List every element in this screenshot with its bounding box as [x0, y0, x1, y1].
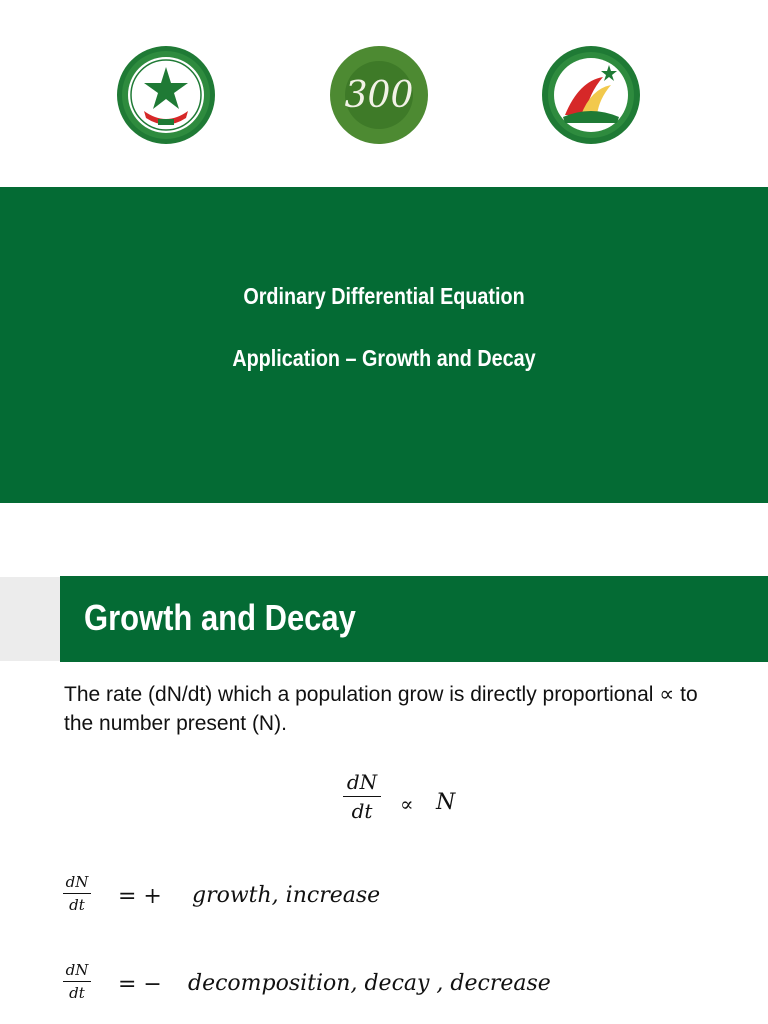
equation-rhs: N — [436, 790, 456, 815]
body-paragraph: The rate (dN/dt) which a population grow is directly proportional ∝ to the number present (N). — [64, 683, 698, 735]
rate-fraction — [343, 770, 381, 823]
fraction-denominator: dt — [69, 896, 85, 914]
decay-meaning: decomposition, decay , decrease — [188, 971, 551, 996]
slide-subtitle: Application – Growth and Decay — [232, 345, 536, 371]
college-seal-icon — [541, 45, 641, 145]
growth-fraction — [63, 873, 91, 914]
decay-sign: = − — [118, 972, 162, 997]
decay-fraction — [63, 961, 91, 1002]
proportional-symbol: ∝ — [400, 792, 414, 816]
slide-title: Ordinary Differential Equation — [243, 283, 525, 309]
fraction-denominator: dt — [69, 984, 85, 1002]
fraction-numerator: dN — [346, 770, 378, 794]
anniversary-300-icon — [329, 45, 429, 145]
growth-meaning: growth, increase — [192, 883, 381, 908]
logo-bar — [0, 0, 768, 187]
section-title: Growth and Decay — [84, 597, 356, 638]
fraction-numerator: dN — [65, 873, 89, 891]
fraction-bar — [63, 981, 91, 982]
university-seal-icon — [116, 45, 216, 145]
growth-sign: = + — [118, 884, 162, 909]
svg-text:300: 300 — [344, 75, 414, 116]
fraction-bar — [343, 796, 381, 797]
fraction-bar — [63, 893, 91, 894]
fraction-numerator: dN — [65, 961, 89, 979]
fraction-denominator: dt — [351, 799, 373, 823]
header-side-strip — [0, 577, 60, 661]
